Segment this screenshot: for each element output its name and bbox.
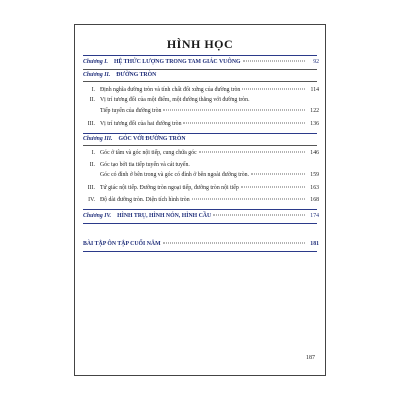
rule xyxy=(83,145,317,146)
item-title: Góc tạo bởi tia tiếp tuyến và cát tuyến. xyxy=(100,162,190,168)
leader-dots xyxy=(242,89,305,90)
page-ref: 136 xyxy=(310,121,319,127)
item-title: Tiếp tuyến của đường tròn xyxy=(100,108,162,114)
page-ref: 181 xyxy=(310,241,319,247)
item-number: III. xyxy=(87,121,95,127)
leader-dots xyxy=(183,123,305,124)
review-title: BÀI TẬP ÔN TẬP CUỐI NĂM xyxy=(83,241,161,247)
item-title: Độ dài đường tròn. Diện tích hình tròn xyxy=(100,197,190,203)
rule-top xyxy=(83,55,317,56)
toc-item[interactable] xyxy=(83,97,319,104)
toc-chapter-1[interactable] xyxy=(83,59,319,66)
page-ref: 146 xyxy=(310,150,319,156)
rule xyxy=(83,69,317,70)
leader-dots xyxy=(243,61,305,62)
toc-item[interactable] xyxy=(83,162,319,169)
item-number: II. xyxy=(89,97,95,103)
leader-dots xyxy=(213,215,305,216)
item-number: IV. xyxy=(88,197,95,203)
rule xyxy=(83,251,317,252)
item-number: I. xyxy=(91,87,95,93)
toc-review[interactable] xyxy=(83,241,319,248)
item-title: Tứ giác nội tiếp. Đường tròn ngoại tiếp, đường tròn nội tiếp xyxy=(100,185,239,191)
item-title: Vị trí tương đối của hai đường tròn xyxy=(100,121,182,127)
leader-dots xyxy=(199,152,305,153)
page-ref: 122 xyxy=(310,108,319,114)
toc-item[interactable] xyxy=(83,197,319,204)
page-number: 187 xyxy=(306,355,315,361)
chapter-title: ĐƯỜNG TRÒN xyxy=(116,72,157,78)
item-number: III. xyxy=(87,185,95,191)
page-ref: 163 xyxy=(310,185,319,191)
leader-dots xyxy=(163,243,305,244)
page-title: HÌNH HỌC xyxy=(166,37,234,51)
page-ref: 92 xyxy=(313,59,319,65)
page-ref: 174 xyxy=(310,213,319,219)
page-ref: 114 xyxy=(310,87,319,93)
item-number: I. xyxy=(91,150,95,156)
toc-chapter-4[interactable] xyxy=(83,213,319,220)
toc-item[interactable] xyxy=(83,172,319,179)
toc-item[interactable] xyxy=(83,150,319,157)
item-number: II. xyxy=(89,162,95,168)
rule xyxy=(83,209,317,210)
page-ref: 168 xyxy=(310,197,319,203)
toc-item[interactable] xyxy=(83,108,319,115)
toc-item[interactable] xyxy=(83,185,319,192)
item-title: Góc có đỉnh ở bên trong và góc có đỉnh ở bên ngoài đường tròn. xyxy=(100,172,250,178)
chapter-title: HÌNH TRỤ, HÌNH NÓN, HÌNH CẦU xyxy=(117,213,212,219)
chapter-label: Chương IV. xyxy=(83,213,112,219)
toc-item[interactable] xyxy=(83,121,319,128)
leader-dots xyxy=(192,199,305,200)
chapter-label: Chương II. xyxy=(83,72,111,78)
item-title: Định nghĩa đường tròn và tính chất đối xứng của đường tròn xyxy=(100,87,241,93)
chapter-title: GÓC VỚI ĐƯỜNG TRÒN xyxy=(118,136,186,142)
leader-dots xyxy=(251,174,305,175)
toc-chapter-2[interactable] xyxy=(83,72,319,79)
item-title: Vị trí tương đối của một điểm, một đường thẳng với đường tròn. xyxy=(100,97,250,103)
rule xyxy=(83,81,317,82)
toc-item[interactable] xyxy=(83,87,319,94)
rule xyxy=(83,133,317,134)
toc-chapter-3[interactable] xyxy=(83,136,319,143)
toc-page xyxy=(74,24,326,376)
leader-dots xyxy=(241,187,305,188)
leader-dots xyxy=(163,110,305,111)
chapter-label: Chương III. xyxy=(83,136,113,142)
item-title: Góc ở tâm và góc nội tiếp, cung chứa góc xyxy=(100,150,197,156)
page-ref: 159 xyxy=(310,172,319,178)
rule xyxy=(83,223,317,224)
chapter-title: HỆ THỨC LƯỢNG TRONG TAM GIÁC VUÔNG xyxy=(113,59,241,65)
chapter-label: Chương I. xyxy=(83,59,108,65)
